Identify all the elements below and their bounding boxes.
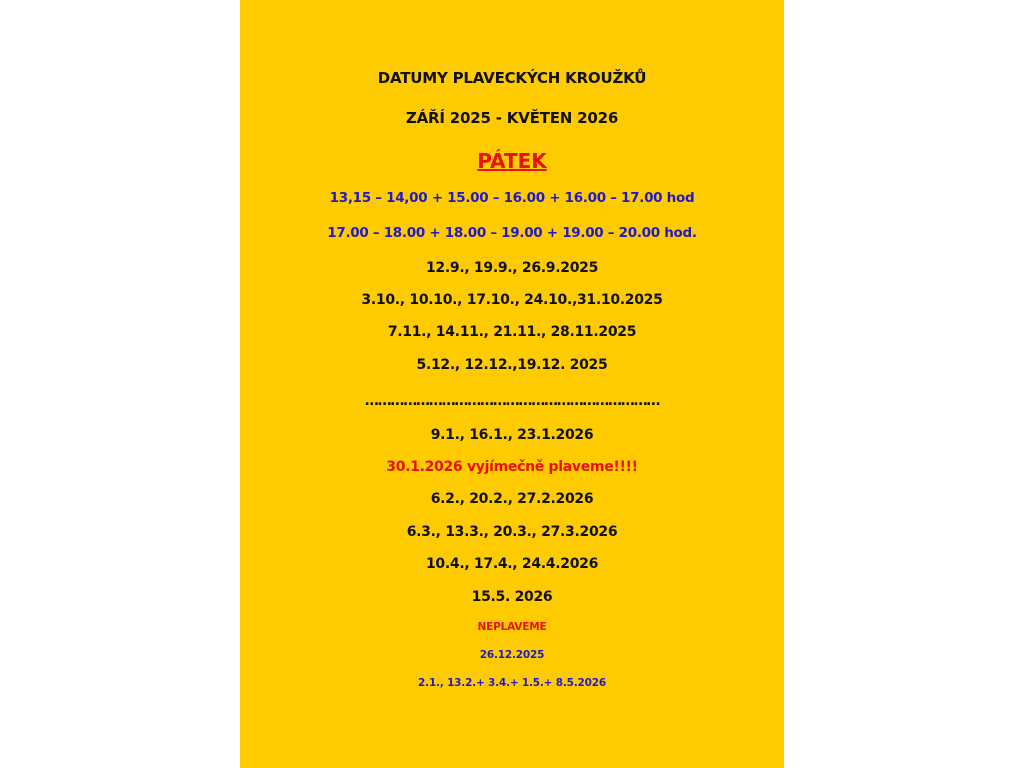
dates-april: 10.4., 17.4., 24.4.2026 <box>425 556 599 572</box>
no-swim-date-2: 2.1., 13.2.+ 3.4.+ 1.5.+ 8.5.2026 <box>418 677 606 689</box>
document-title: DATUMY PLAVECKÝCH KROUŽKŮ <box>377 69 647 87</box>
day-heading: PÁTEK <box>477 149 547 173</box>
dates-october: 3.10., 10.10., 17.10., 24.10.,31.10.2025 <box>361 292 663 308</box>
dates-december: 5.12., 12.12.,19.12. 2025 <box>416 357 608 373</box>
dates-january: 9.1., 16.1., 23.1.2026 <box>430 427 594 443</box>
dates-november: 7.11., 14.11., 21.11., 28.11.2025 <box>387 324 637 340</box>
dates-september: 12.9., 19.9., 26.9.2025 <box>425 260 599 276</box>
dates-march: 6.3., 13.3., 20.3., 27.3.2026 <box>406 524 618 540</box>
no-swim-date-1: 26.12.2025 <box>479 649 545 661</box>
dates-february: 6.2., 20.2., 27.2.2026 <box>430 491 594 507</box>
schedule-page <box>240 0 784 768</box>
dotted-separator: …………………………………………………………… <box>364 393 660 409</box>
document-period: ZÁŘÍ 2025 - KVĚTEN 2026 <box>405 109 619 127</box>
dates-may: 15.5. 2026 <box>471 589 553 605</box>
special-swim-note: 30.1.2026 vyjímečně plaveme!!!! <box>386 459 638 475</box>
no-swim-heading: NEPLAVEME <box>477 621 547 633</box>
time-slots-line-1: 13,15 – 14,00 + 15.00 – 16.00 + 16.00 – 17.00 hod <box>329 190 695 206</box>
time-slots-line-2: 17.00 – 18.00 + 18.00 – 19.00 + 19.00 – 20.00 hod. <box>327 225 697 241</box>
